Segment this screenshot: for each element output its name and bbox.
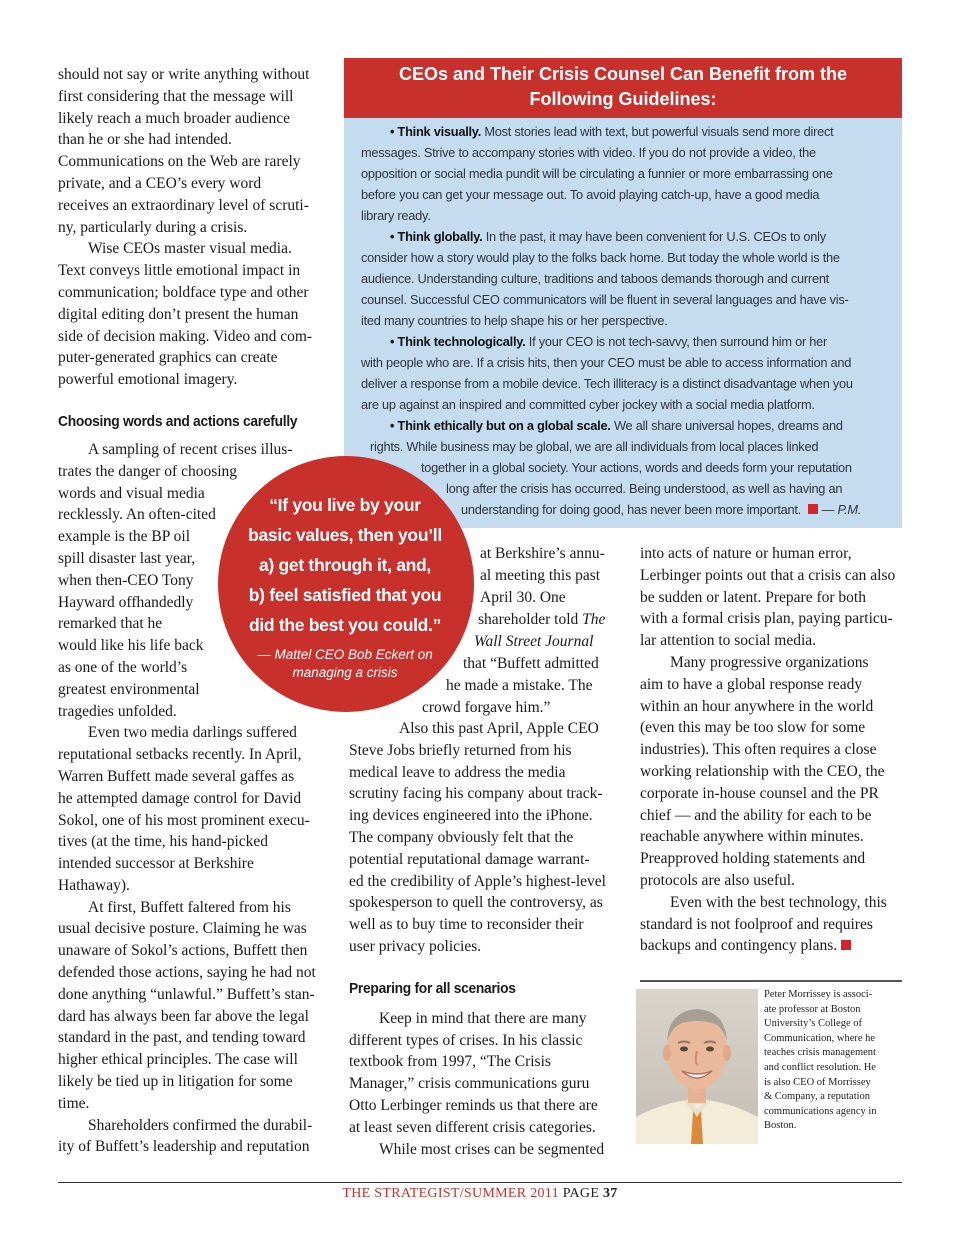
- text-line: should not say or write anything without: [58, 66, 310, 83]
- bullet: •: [390, 334, 395, 349]
- sidebar-line: are up against an inspired and committed cyber jockey with a social media platform.: [361, 397, 815, 412]
- text-line: within an hour anywhere in the world: [640, 697, 874, 715]
- text-line: he made a mistake. The: [446, 677, 593, 694]
- text-line: as one of the world’s: [58, 658, 188, 676]
- page-number: 37: [603, 1186, 618, 1201]
- sidebar-line: opposition or social media pundit will be circulating a funnier or more embarrassing one: [361, 166, 833, 181]
- text-line: well as to buy time to reconsider their: [349, 916, 584, 934]
- text-line: A sampling of recent crises illus-: [88, 440, 293, 458]
- text-line: al meeting this past: [480, 567, 601, 584]
- pull-quote-line: did the best you could.”: [248, 615, 442, 635]
- sidebar-title: [344, 58, 902, 118]
- sidebar-line: [390, 122, 833, 143]
- author-bio: [764, 988, 904, 1134]
- text-line: April 30. One: [480, 589, 566, 606]
- text-line: medical leave to address the media: [349, 763, 566, 781]
- text-line: remarked that he: [58, 615, 163, 633]
- text-line: likely reach a much broader audience: [58, 109, 290, 127]
- text-line: Sokol, one of his most prominent execu-: [58, 811, 310, 829]
- text-line: time.: [58, 1094, 90, 1112]
- text-line: at least seven different crisis categories.: [349, 1118, 596, 1136]
- text-line: standard in the past, and tending toward: [58, 1029, 306, 1047]
- text-fragment: backups and contingency plans.: [640, 937, 838, 955]
- text-line: into acts of nature or human error,: [640, 545, 852, 562]
- col1-paragraph-4: [58, 722, 320, 896]
- author-portrait-illustration: [636, 989, 758, 1144]
- sidebar-signature: — P.M.: [821, 502, 862, 517]
- sidebar-title-line: Following Guidelines:: [529, 89, 717, 109]
- text-line: ing devices engineered into the iPhone.: [349, 807, 593, 825]
- text-line: dard has always been far above the legal: [58, 1007, 309, 1025]
- bio-line: communications agency in: [764, 1105, 877, 1117]
- text-line: usual decisive posture. Claiming he was: [58, 920, 307, 938]
- text-line: At first, Buffett faltered from his: [88, 898, 291, 916]
- text-line: working relationship with the CEO, the: [640, 762, 885, 780]
- sidebar-line: deliver a response from a mobile device. Tech illiteracy is a distinct disadvantage when you: [361, 376, 853, 391]
- text-line: reputational setbacks recently. In April,: [58, 746, 302, 764]
- text-line: aim to have a global response ready: [640, 675, 863, 693]
- text-line: Lerbinger points out that a crisis can also: [640, 566, 896, 584]
- text-line: Text conveys little emotional impact in: [58, 262, 301, 280]
- guideline-heading: Think visually.: [397, 124, 482, 139]
- pull-quote-line: b) feel satisfied that you: [248, 585, 442, 605]
- text-line: (even this may be too slow for some: [640, 719, 866, 737]
- text-line: lar attention to social media.: [640, 632, 817, 650]
- end-mark-square: [808, 504, 818, 514]
- text-line: side of decision making. Video and com-: [58, 327, 313, 345]
- sidebar-line: ited many countries to help shape his or her perspective.: [361, 313, 668, 328]
- col1-paragraph-2: [58, 238, 320, 391]
- col1-paragraph-5: [58, 897, 320, 1115]
- text-line: Even two media darlings suffered: [88, 724, 297, 742]
- text-line: standard is not foolproof and requires: [640, 915, 873, 933]
- attribution-line: — Mattel CEO Bob Eckert on: [257, 647, 433, 662]
- text-line: tragedies unfolded.: [58, 702, 177, 720]
- sidebar-line: [390, 332, 827, 353]
- text-line: ed the credibility of Apple’s highest-level: [349, 872, 606, 890]
- guideline-text: If your CEO is not tech-savvy, then surround him or her: [528, 334, 828, 349]
- col2-paragraph-4: [349, 1139, 617, 1161]
- text-line: Also this past April, Apple CEO: [399, 720, 599, 737]
- text-line: intended successor at Berkshire: [58, 855, 254, 873]
- text-line: Keep in mind that there are many: [379, 1009, 587, 1027]
- text-line: would like his life back: [58, 637, 204, 655]
- text-line: corporate in-house counsel and the PR: [640, 784, 879, 802]
- sidebar-line: [390, 227, 826, 248]
- text-line: defended those actions, saying he had not: [58, 964, 316, 982]
- column-3: [640, 543, 902, 957]
- text-line: with a formal crisis plan, paying particu-: [640, 610, 893, 628]
- text-line: higher ethical principles. The case will: [58, 1051, 298, 1069]
- pull-quote-line: basic values, then you’ll: [248, 525, 442, 545]
- text-line: ny, particularly during a crisis.: [58, 218, 248, 236]
- text-line: be sudden or latent. Prepare for both: [640, 588, 866, 606]
- page-footer: [0, 1186, 960, 1202]
- text-line: at Berkshire’s annu-: [480, 545, 605, 562]
- text-line: Warren Buffett made several gaffes as: [58, 767, 295, 785]
- sidebar-line: audience. Understanding culture, traditions and taboos demands thorough and current: [361, 271, 829, 286]
- text-line: done anything “unlawful.” Buffett’s stan-: [58, 985, 315, 1003]
- col2-paragraph-3: [349, 1008, 617, 1139]
- sidebar-line: [390, 416, 843, 437]
- sidebar-line: together in a global society. Your actions, words and deeds form your reputation: [421, 460, 852, 475]
- text-line: spokesperson to quell the controversy, as: [349, 894, 603, 912]
- text-line: receives an extraordinary level of scruti-: [58, 196, 309, 214]
- bio-line: is also CEO of Morrissey: [764, 1076, 871, 1088]
- text-line: crowd forgave him.”: [422, 699, 551, 716]
- text-line: Steve Jobs briefly returned from his: [349, 741, 572, 759]
- publication-name: THE STRATEGIST/SUMMER 2011: [342, 1186, 559, 1201]
- bio-line: ate professor at Boston: [764, 1003, 861, 1015]
- text-line: likely be tied up in litigation for some: [58, 1073, 293, 1091]
- bio-line: Peter Morrissey is associ-: [764, 989, 873, 1000]
- column-2: [349, 718, 617, 1160]
- sidebar-line: [461, 500, 861, 521]
- text-line: tives (at the time, his hand-picked: [58, 833, 269, 851]
- author-photo: [636, 989, 758, 1144]
- text-line: puter-generated graphics can create: [58, 349, 278, 367]
- col1-intro: [58, 64, 320, 238]
- text-line: different types of crises. In his classic: [349, 1031, 583, 1049]
- sidebar-line: messages. Strive to accompany stories with video. If you do not provide a video, the: [361, 145, 816, 160]
- text-line: greatest environmental: [58, 680, 200, 698]
- pull-quote-line: “If you live by your: [269, 495, 421, 515]
- text-line: [640, 935, 902, 957]
- text-line: While most crises can be segmented: [379, 1140, 605, 1158]
- sidebar-line: long after the crisis has occurred. Being understood, as well as having an: [446, 481, 843, 496]
- text-line: Manager,” crisis communications guru: [349, 1075, 590, 1093]
- bio-line: and conflict resolution. He: [764, 1061, 876, 1073]
- text-line: Wise CEOs master visual media.: [88, 240, 292, 258]
- text-line: spill disaster last year,: [58, 549, 196, 567]
- bio-line: University’s College of: [764, 1018, 862, 1030]
- guideline-text: Most stories lead with text, but powerful visuals send more direct: [484, 124, 834, 139]
- section-heading-preparing: Preparing for all scenarios: [349, 979, 516, 997]
- pull-quote-attribution: [240, 646, 450, 682]
- text-line: user privacy policies.: [349, 937, 482, 955]
- text-line: chief — and the ability for each to be: [640, 806, 872, 824]
- col3-paragraph-3: [640, 892, 902, 957]
- text-line: reachable anywhere within minutes.: [640, 828, 864, 846]
- bio-divider: [640, 980, 902, 982]
- col3-paragraph-2: [640, 652, 902, 892]
- text-line: Many progressive organizations: [670, 653, 869, 671]
- sidebar-title-line: CEOs and Their Crisis Counsel Can Benefit from the: [398, 64, 848, 84]
- text-line: Hathaway).: [58, 876, 130, 894]
- text-line: potential reputational damage warrant-: [349, 850, 590, 868]
- text-line: Even with the best technology, this: [670, 893, 887, 911]
- text-line: example is the BP oil: [58, 528, 191, 546]
- text-line: unaware of Sokol’s actions, Buffett then: [58, 942, 308, 960]
- text-fragment: shareholder told The: [478, 611, 606, 628]
- guideline-text: understanding for doing good, has never been more important.: [461, 502, 801, 517]
- bullet: •: [390, 418, 395, 433]
- bio-line: Boston.: [764, 1120, 797, 1132]
- text-line: protocols are also useful.: [640, 871, 795, 889]
- sidebar-line: counsel. Successful CEO communicators will be fluent in several languages and have vis-: [361, 292, 849, 307]
- page-label: PAGE: [562, 1186, 600, 1201]
- bullet: •: [390, 124, 395, 139]
- pull-quote: [240, 490, 450, 640]
- text-line: industries). This often requires a close: [640, 741, 877, 759]
- text-line: powerful emotional imagery.: [58, 371, 238, 389]
- guideline-heading: Think ethically but on a global scale.: [397, 418, 611, 433]
- text-line: Hayward offhandedly: [58, 593, 194, 611]
- text-line: when then-CEO Tony: [58, 571, 194, 589]
- sidebar-line: library ready.: [361, 208, 431, 223]
- text-line: that “Buffett admitted: [463, 655, 599, 672]
- pull-quote-line: a) get through it, and,: [259, 555, 431, 575]
- text-line: Preapproved holding statements and: [640, 850, 866, 868]
- guideline-heading: Think technologically.: [397, 334, 526, 349]
- col2-paragraph-2: [349, 718, 617, 958]
- text-line: first considering that the message will: [58, 87, 294, 105]
- guideline-text: We all share universal hopes, dreams and: [613, 418, 843, 433]
- text-line: [478, 609, 605, 631]
- text-line: recklessly. An often-cited: [58, 506, 216, 524]
- text-line: The company obviously felt that the: [349, 828, 574, 846]
- bio-line: & Company, a reputation: [764, 1091, 871, 1103]
- text-line: ity of Buffett’s leadership and reputation: [58, 1138, 310, 1156]
- section-heading-choosing-words: Choosing words and actions carefully: [58, 412, 298, 430]
- guideline-heading: Think globally.: [397, 229, 483, 244]
- sidebar-line: rights. While business may be global, we are all individuals from local places linked: [370, 439, 819, 454]
- text-line: textbook from 1997, “The Crisis: [349, 1053, 551, 1071]
- text-line: Otto Lerbinger reminds us that there are: [349, 1096, 598, 1114]
- text-line: than he or she had intended.: [58, 131, 232, 149]
- text-line: private, and a CEO’s every word: [58, 174, 262, 192]
- attribution-line: managing a crisis: [292, 665, 398, 680]
- text-line: he attempted damage control for David: [58, 789, 302, 807]
- sidebar-line: with people who are. If a crisis hits, then your CEO must be able to access information and: [361, 355, 852, 370]
- footer-divider: [58, 1182, 902, 1183]
- col1-paragraph-6: [58, 1115, 320, 1159]
- end-mark-square: [841, 940, 851, 950]
- sidebar-line: before you can get your message out. To avoid playing catch-up, have a good media: [361, 187, 820, 202]
- text-line: Communications on the Web are rarely: [58, 153, 301, 171]
- text-line: words and visual media: [58, 484, 205, 502]
- text-line: scrutiny facing his company about track-: [349, 785, 603, 803]
- bio-line: teaches crisis management: [764, 1047, 876, 1059]
- text-line: communication; boldface type and other: [58, 283, 309, 301]
- sidebar-line: consider how a story would play to the folks back home. But today the whole world is the: [361, 250, 840, 265]
- guideline-text: In the past, it may have been convenient for U.S. CEOs to only: [485, 229, 826, 244]
- bullet: •: [390, 229, 395, 244]
- bio-line: Communication, where he: [764, 1032, 876, 1044]
- text-line: Shareholders confirmed the durabil-: [88, 1116, 313, 1134]
- text-line: trates the danger of choosing: [58, 462, 238, 480]
- col3-paragraph-1: [640, 543, 902, 652]
- text-line: digital editing don’t present the human: [58, 305, 299, 323]
- text-line-italic: Wall Street Journal: [474, 633, 594, 650]
